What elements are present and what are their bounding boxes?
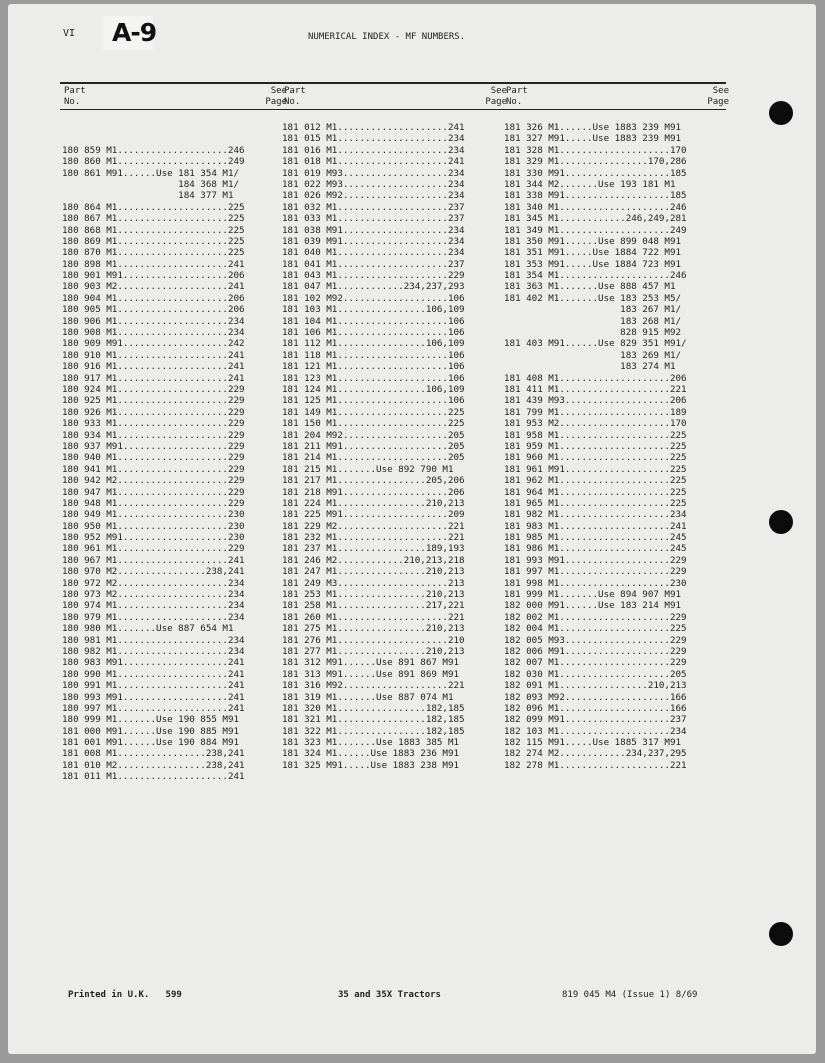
index-line: 181 016 M1....................234: [282, 144, 465, 156]
index-line: 180 869 M1....................225: [62, 235, 245, 247]
index-line: 181 363 M1.......Use 888 457 M1: [504, 281, 676, 293]
index-line: 181 225 M91...................209: [282, 509, 465, 521]
column-2-no-label: No.: [284, 97, 301, 107]
index-line: 181 214 M1....................205: [282, 452, 465, 464]
index-line: 181 326 M1......Use 1883 239 M91: [504, 122, 682, 133]
index-line: 180 949 M1....................230: [62, 509, 245, 521]
index-line: 181 402 M1.......Use 183 253 M5/: [504, 292, 682, 304]
page-title: NUMERICAL INDEX - MF NUMBERS.: [308, 32, 466, 42]
index-line: 181 033 M1....................237: [282, 213, 465, 225]
index-line: 184 368 M1/: [62, 178, 240, 190]
index-line: 181 999 M1.......Use 894 907 M91: [504, 589, 682, 601]
index-line: 180 859 M1....................246: [62, 144, 245, 156]
column-2-header: [284, 86, 507, 108]
index-line: 183 268 M1/: [504, 315, 682, 327]
index-line: 181 329 M1................170,286: [504, 156, 687, 168]
index-line: 181 237 M1................189,193: [282, 543, 465, 555]
index-line: 182 099 M91...................237: [504, 714, 687, 726]
index-line: 181 103 M1................106,109: [282, 304, 465, 316]
index-line: 180 993 M91...................241: [62, 691, 245, 703]
index-line: 182 115 M91.....Use 1885 317 M91: [504, 737, 682, 749]
index-line: 180 870 M1....................225: [62, 247, 245, 259]
index-line: 180 934 M1....................229: [62, 429, 245, 441]
index-line: 180 868 M1....................225: [62, 224, 245, 236]
binder-hole: [769, 510, 793, 534]
index-line: 180 864 M1....................225: [62, 201, 245, 213]
index-line: 181 038 M91...................234: [282, 224, 465, 236]
index-line: 181 964 M1....................225: [504, 486, 687, 498]
index-line: 181 345 M1............246,249,281: [504, 213, 687, 225]
index-line: [62, 133, 245, 144]
index-line: 180 999 M1.......Use 190 855 M91: [62, 714, 240, 726]
index-line: 181 211 M91...................205: [282, 440, 465, 452]
index-line: 181 019 M93...................234: [282, 167, 465, 179]
index-line: 180 950 M1....................230: [62, 520, 245, 532]
column-3-no-label: No.: [506, 97, 523, 107]
index-line: 181 124 M1................106,109: [282, 383, 465, 395]
index-line: 181 224 M1................210,213: [282, 497, 465, 509]
page-number: VI: [63, 28, 76, 39]
index-line: 180 904 M1....................206: [62, 292, 245, 304]
index-line: 183 274 M1: [504, 361, 676, 373]
index-line: 181 953 M2....................170: [504, 418, 687, 430]
index-line: 181 247 M1................210,213: [282, 566, 465, 578]
index-line: 181 986 M1....................245: [504, 543, 687, 555]
index-line: 180 973 M2....................234: [62, 589, 245, 601]
column-2-part-label: Part: [284, 86, 306, 96]
index-line: 182 030 M1....................205: [504, 668, 687, 680]
index-line: 180 972 M2....................234: [62, 577, 245, 589]
index-line: 181 018 M1....................241: [282, 156, 465, 168]
index-line: 180 990 M1....................241: [62, 668, 245, 680]
index-line: 181 000 M91......Use 190 885 M91: [62, 725, 240, 737]
index-line: 181 258 M1................217,221: [282, 600, 465, 612]
index-line: 181 323 M1.......Use 1883 385 M1: [282, 737, 460, 749]
index-line: 180 991 M1....................241: [62, 680, 245, 692]
index-line: 181 121 M1....................106: [282, 361, 465, 373]
index-line: 180 924 M1....................229: [62, 383, 245, 395]
index-line: 181 983 M1....................241: [504, 520, 687, 532]
column-3-see-label: See: [712, 86, 729, 96]
index-line: 183 267 M1/: [504, 304, 682, 316]
column-3-part-label: Part: [506, 86, 528, 96]
index-line: 180 982 M1....................234: [62, 645, 245, 657]
index-line: 180 906 M1....................234: [62, 315, 245, 327]
index-line: 181 253 M1................210,213: [282, 589, 465, 601]
index-line: 181 408 M1....................206: [504, 372, 687, 384]
index-line: 181 232 M1....................221: [282, 532, 465, 544]
index-line: 180 970 M2................238,241: [62, 566, 245, 578]
index-line: 181 344 M2.......Use 193 181 M1: [504, 178, 676, 190]
index-line: 182 278 M1....................221: [504, 759, 687, 771]
footer-printed: Printed in U.K. 599: [68, 990, 182, 1000]
index-line: 181 047 M1............234,237,293: [282, 281, 465, 293]
column-1-see-label: See: [270, 86, 287, 96]
index-line: 180 867 M1....................225: [62, 213, 245, 225]
index-line: 180 925 M1....................229: [62, 395, 245, 407]
index-line: 181 041 M1....................237: [282, 258, 465, 270]
index-line: 181 993 M91...................229: [504, 554, 687, 566]
index-line: 181 001 M91......Use 190 884 M91: [62, 737, 240, 749]
index-line: 181 043 M1....................229: [282, 270, 465, 282]
index-line: 181 320 M1................182,185: [282, 702, 465, 714]
index-line: 181 327 M91.....Use 1883 239 M91: [504, 133, 682, 145]
index-line: 180 983 M91...................241: [62, 657, 245, 669]
column-1-no-label: No.: [64, 97, 81, 107]
index-line: 181 960 M1....................225: [504, 452, 687, 464]
index-line: 180 903 M2....................241: [62, 281, 245, 293]
index-line: 180 967 M1....................241: [62, 554, 245, 566]
index-line: 180 937 M91...................229: [62, 440, 245, 452]
index-line: 182 005 M93...................229: [504, 634, 687, 646]
footer-publication: 819 045 M4 (Issue 1) 8/69: [562, 990, 698, 1000]
stamp-label: A-9: [112, 18, 157, 47]
index-line: 180 861 M91......Use 181 354 M1/: [62, 167, 240, 179]
index-line: 181 411 M1....................221: [504, 383, 687, 395]
index-line: 181 246 M2............210,213,218: [282, 554, 465, 566]
index-line: 180 979 M1....................234: [62, 611, 245, 623]
index-line: 180 917 M1....................241: [62, 372, 245, 384]
index-line: 181 324 M1......Use 1883 236 M91: [282, 748, 460, 760]
index-line: 181 985 M1....................245: [504, 532, 687, 544]
index-line: 181 998 M1....................230: [504, 577, 687, 589]
index-line: [62, 122, 245, 133]
index-line: 182 006 M91...................229: [504, 645, 687, 657]
index-line: 180 860 M1....................249: [62, 156, 245, 168]
document-page: [8, 4, 816, 1054]
index-line: 181 032 M1....................237: [282, 201, 465, 213]
index-line: 181 316 M92...................221: [282, 680, 465, 692]
index-line: 181 349 M1....................249: [504, 224, 687, 236]
index-line: 181 118 M1....................106: [282, 349, 465, 361]
index-line: 180 910 M1....................241: [62, 349, 245, 361]
index-line: 181 204 M92...................205: [282, 429, 465, 441]
index-line: 181 217 M1................205,206: [282, 475, 465, 487]
index-line: 181 330 M91...................185: [504, 167, 687, 179]
index-line: 181 439 M93...................206: [504, 395, 687, 407]
index-line: 181 275 M1................210,213: [282, 623, 465, 635]
index-line: 181 011 M1....................241: [62, 771, 245, 783]
index-line: 180 948 M1....................229: [62, 497, 245, 509]
index-line: 181 125 M1....................106: [282, 395, 465, 407]
footer-model: 35 and 35X Tractors: [338, 990, 441, 1000]
index-line: 181 040 M1....................234: [282, 247, 465, 259]
index-line: 181 961 M91...................225: [504, 463, 687, 475]
index-line: 828 915 M92: [504, 327, 682, 339]
index-line: 180 926 M1....................229: [62, 406, 245, 418]
index-line: 181 799 M1....................189: [504, 406, 687, 418]
index-line: 182 004 M1....................225: [504, 623, 687, 635]
index-line: 180 952 M91...................230: [62, 532, 245, 544]
column-1-header: [64, 86, 287, 108]
index-line: 181 276 M1....................210: [282, 634, 465, 646]
column-3-header: [506, 86, 729, 108]
index-line: 180 901 M91...................206: [62, 270, 245, 282]
index-line: 181 321 M1................182,185: [282, 714, 465, 726]
index-line: 181 039 M91...................234: [282, 235, 465, 247]
index-line: 181 965 M1....................225: [504, 497, 687, 509]
index-line: 182 096 M1....................166: [504, 702, 687, 714]
index-line: 180 940 M1....................229: [62, 452, 245, 464]
index-line: 181 325 M91.....Use 1883 238 M91: [282, 759, 460, 771]
index-line: 182 000 M91......Use 183 214 M91: [504, 600, 682, 612]
index-line: 180 916 M1....................241: [62, 361, 245, 373]
index-line: 181 112 M1................106,109: [282, 338, 465, 350]
index-line: 181 351 M91.....Use 1884 722 M91: [504, 247, 682, 259]
binder-hole: [769, 101, 793, 125]
index-line: 181 403 M91......Use 829 351 M91/: [504, 338, 687, 350]
index-line: 180 905 M1....................206: [62, 304, 245, 316]
index-line: 180 909 M91...................242: [62, 338, 245, 350]
index-line: 181 260 M1....................221: [282, 611, 465, 623]
index-line: 180 942 M2....................229: [62, 475, 245, 487]
index-line: 180 933 M1....................229: [62, 418, 245, 430]
index-line: 180 974 M1....................234: [62, 600, 245, 612]
index-line: 181 149 M1....................225: [282, 406, 465, 418]
index-line: 181 229 M2....................221: [282, 520, 465, 532]
index-line: 184 377 M1: [62, 190, 234, 202]
index-line: 181 962 M1....................225: [504, 475, 687, 487]
index-line: 182 002 M1....................229: [504, 611, 687, 623]
index-line: 180 908 M1....................234: [62, 327, 245, 339]
index-column-3: [504, 122, 687, 771]
index-line: 180 898 M1....................241: [62, 258, 245, 270]
column-3-page-label: Page: [707, 97, 729, 107]
index-line: 181 319 M1.......Use 887 074 M1: [282, 691, 454, 703]
index-line: 181 354 M1....................246: [504, 270, 687, 282]
index-line: 181 104 M1....................106: [282, 315, 465, 327]
index-line: 180 947 M1....................229: [62, 486, 245, 498]
index-line: 181 102 M92...................106: [282, 292, 465, 304]
index-line: 181 106 M1....................106: [282, 327, 465, 339]
column-2-see-label: See: [490, 86, 507, 96]
index-line: 180 981 M1....................234: [62, 634, 245, 646]
index-line: 183 269 M1/: [504, 349, 682, 361]
index-line: 181 123 M1....................106: [282, 372, 465, 384]
index-line: 181 982 M1....................234: [504, 509, 687, 521]
index-line: 181 249 M3....................213: [282, 577, 465, 589]
index-line: 180 980 M1.......Use 887 654 M1: [62, 623, 234, 635]
index-line: 181 350 M91......Use 899 048 M91: [504, 235, 682, 247]
index-line: 181 353 M91.....Use 1884 723 M91: [504, 258, 682, 270]
index-column-2: [282, 122, 465, 771]
index-column-1: [62, 122, 245, 783]
index-line: 181 010 M2................238,241: [62, 759, 245, 771]
index-line: 182 091 M1................210,213: [504, 680, 687, 692]
index-line: 181 959 M1....................225: [504, 440, 687, 452]
index-line: 181 313 M91......Use 891 869 M91: [282, 668, 460, 680]
index-line: 180 997 M1....................241: [62, 702, 245, 714]
index-line: 182 007 M1....................229: [504, 657, 687, 669]
index-line: 181 338 M91...................185: [504, 190, 687, 202]
index-line: 181 997 M1....................229: [504, 566, 687, 578]
binder-hole: [769, 922, 793, 946]
index-line: 181 026 M92...................234: [282, 190, 465, 202]
index-line: 182 093 M92...................166: [504, 691, 687, 703]
header-rule-top: [60, 82, 726, 84]
index-line: 181 015 M1....................234: [282, 133, 465, 145]
index-line: 181 022 M93...................234: [282, 178, 465, 190]
index-line: 180 941 M1....................229: [62, 463, 245, 475]
column-1-page-label: Page: [265, 97, 287, 107]
index-line: 180 961 M1....................229: [62, 543, 245, 555]
index-line: 181 218 M91...................206: [282, 486, 465, 498]
index-line: 181 312 M91......Use 891 867 M91: [282, 657, 460, 669]
index-line: 182 103 M1....................234: [504, 725, 687, 737]
index-line: 181 958 M1....................225: [504, 429, 687, 441]
index-line: 181 340 M1....................246: [504, 201, 687, 213]
index-line: 181 328 M1....................170: [504, 144, 687, 156]
column-2-page-label: Page: [485, 97, 507, 107]
column-1-part-label: Part: [64, 86, 86, 96]
header-rule-bottom: [60, 109, 726, 110]
index-line: 181 008 M1................238,241: [62, 748, 245, 760]
index-line: 181 215 M1.......Use 892 790 M1: [282, 463, 454, 475]
index-line: 182 274 M2............234,237,295: [504, 748, 687, 760]
index-line: 181 012 M1....................241: [282, 122, 465, 133]
index-line: 181 277 M1................210,213: [282, 645, 465, 657]
index-line: 181 150 M1....................225: [282, 418, 465, 430]
index-line: 181 322 M1................182,185: [282, 725, 465, 737]
